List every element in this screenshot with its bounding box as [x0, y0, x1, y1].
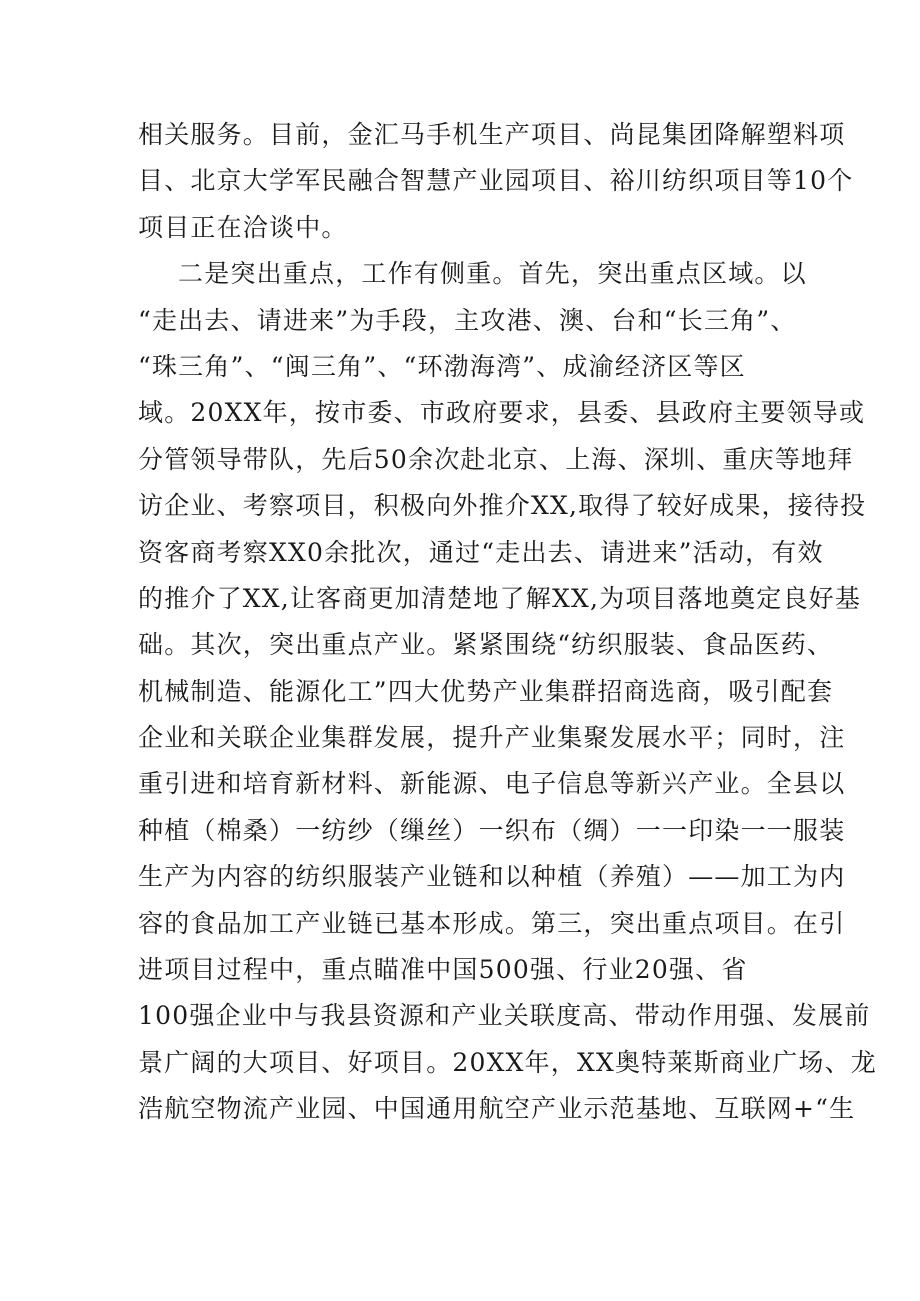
text-line-18: 容的食品加工产业链已基本形成。第三，突出重点项目。在引: [138, 908, 846, 938]
text-line-1: 相关服务。目前，金汇马手机生产项目、尚昆集团降解塑料项: [138, 120, 846, 149]
text-line-9: 访企业、考察项目，积极向外推介XX,取得了较好成果，接待投: [138, 491, 867, 521]
text-line-17: 生产为内容的纺织服装产业链和以种植（养殖）——加工为内: [138, 862, 846, 892]
text-line-8: 分管领导带队，先后50余次赴北京、上海、深圳、重庆等地拜: [138, 444, 854, 474]
text-line-10: 资客商考察XX0余批次，通过“走出去、请进来”活动，有效: [138, 537, 824, 567]
text-line-19: 进项目过程中，重点瞄准中国500强、行业20强、省: [138, 955, 748, 985]
text-line-2: 目、北京大学军民融合智慧产业园项目、裕川纺织项目等10个: [138, 166, 854, 196]
text-line-3: 项目正在洽谈中。: [138, 212, 348, 242]
text-line-15: 重引进和培育新材料、新能源、电子信息等新兴产业。全县以: [138, 769, 846, 799]
text-line-20: 100强企业中与我县资源和产业关联度高、带动作用强、发展前: [138, 1001, 871, 1031]
text-line-5: “走出去、请进来”为手段，主攻港、澳、台和“长三角”、: [138, 305, 797, 335]
text-line-21: 景广阔的大项目、好项目。20XX年，XX奥特莱斯商业广场、龙: [138, 1047, 878, 1077]
text-line-7: 域。20XX年，按市委、市政府要求，县委、县政府主要领导或: [138, 398, 866, 428]
text-line-13: 机械制造、能源化工”四大优势产业集群招商选商，吸引配套: [138, 676, 834, 706]
text-line-11: 的推介了XX,让客商更加清楚地了解XX,为项目落地奠定良好基: [138, 583, 862, 613]
text-line-22: 浩航空物流产业园、中国通用航空产业示范基地、互联网+“生: [138, 1094, 856, 1124]
text-line-16: 种植（棉桑）一纺纱（缫丝）一织布（绸）一一印染一一服装: [138, 815, 846, 845]
text-line-6: “珠三角”、“闽三角”、“环渤海湾”、成渝经济区等区: [138, 351, 746, 381]
text-line-12: 础。其次，突出重点产业。紧紧围绕“纺织服装、食品医药、: [138, 630, 834, 660]
document-body: [138, 112, 878, 1133]
text-line-14: 企业和关联企业集群发展，提升产业集聚发展水平；同时，注: [138, 723, 846, 753]
text-line-4: 二是突出重点，工作有侧重。首先，突出重点区域。以: [178, 259, 807, 289]
